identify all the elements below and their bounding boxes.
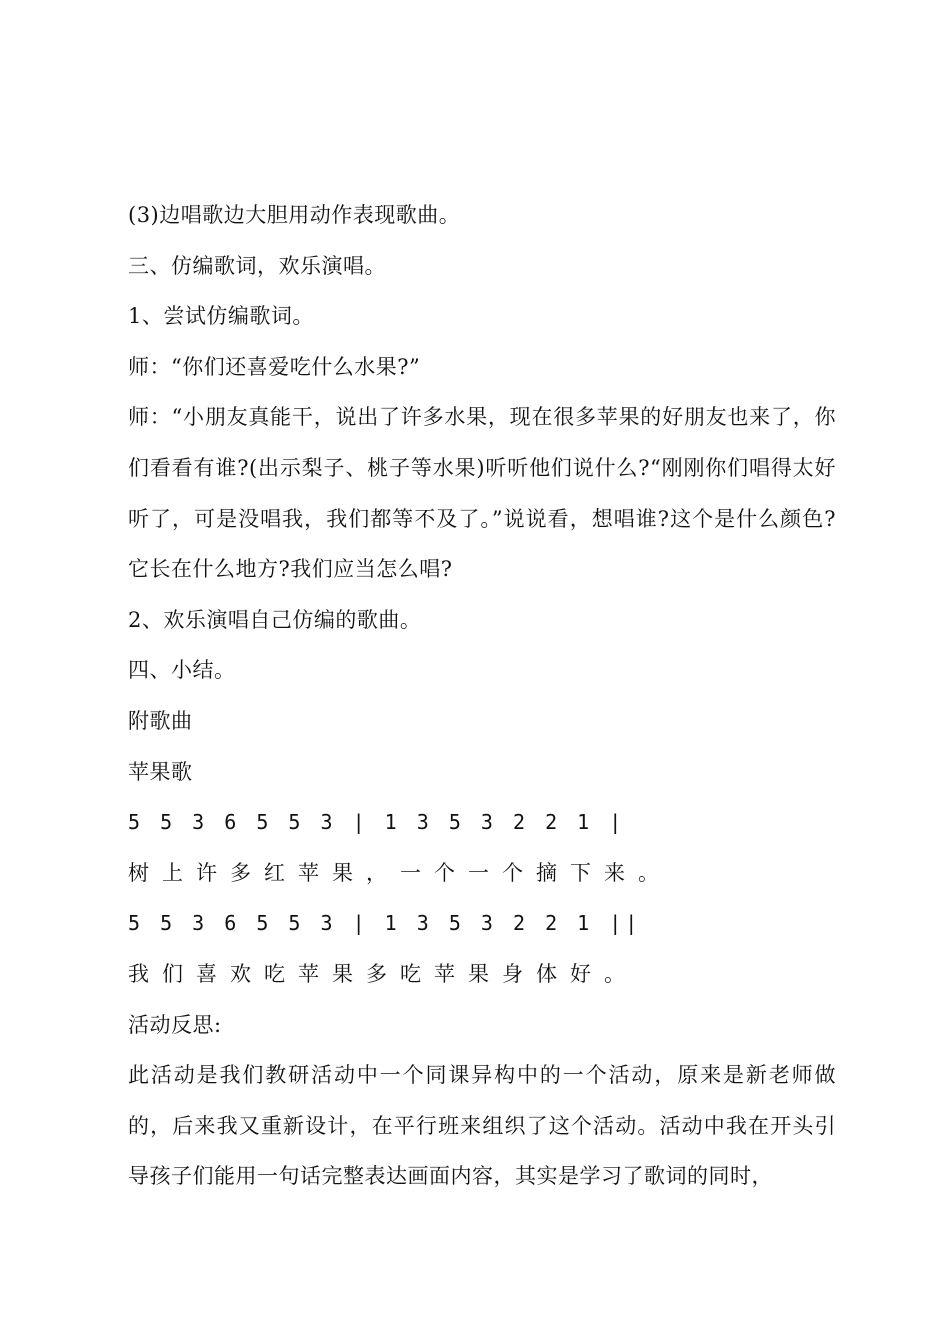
song-title: 苹果歌 [128, 759, 193, 784]
step-3-text: (3)边唱歌边大胆用动作表现歌曲。 [128, 203, 461, 227]
document-body [128, 190, 836, 1202]
step-1-text: 1、尝试仿编歌词。 [128, 304, 314, 329]
song-lyrics-line-1: 树上许多红苹果，一个一个摘下来。 [128, 860, 672, 885]
reflection-paragraph: 此活动是我们教研活动中一个同课异构中的一个活动，原来是新老师做的，后来我又重新设计，在平行班来组织了这个活动。活动中我在开头引导孩子们能用一句话完整表达画面内容，其实是学习了歌词的同时， [128, 1063, 836, 1189]
appendix-label: 附歌曲 [128, 708, 193, 733]
section-4-heading: 四、小结。 [128, 658, 236, 683]
teacher-question: 师：“你们还喜爱吃什么水果?” [128, 354, 421, 379]
song-lyrics-line-2: 我们喜欢吃苹果多吃苹果身体好。 [128, 961, 638, 986]
reflection-heading: 活动反思: [128, 1012, 222, 1037]
teacher-paragraph: 师：“小朋友真能干，说出了许多水果，现在很多苹果的好朋友也来了，你们看看有谁?(出示梨子、桃子等水果)听听他们说什么?“刚刚你们唱得太好听了，可是没唱我，我们都等不及了。”说说看，想唱谁?这个是什么颜色?它长在什么地方?我们应当怎么唱? [128, 405, 836, 582]
song-notation-line-1: 5 5 3 6 5 5 3 | 1 3 5 3 2 2 1 | [128, 810, 626, 835]
step-2-text: 2、欢乐演唱自己仿编的歌曲。 [128, 607, 422, 632]
song-notation-line-2: 5 5 3 6 5 5 3 | 1 3 5 3 2 2 1 || [128, 911, 642, 936]
section-3-heading: 三、仿编歌词，欢乐演唱。 [128, 253, 386, 278]
